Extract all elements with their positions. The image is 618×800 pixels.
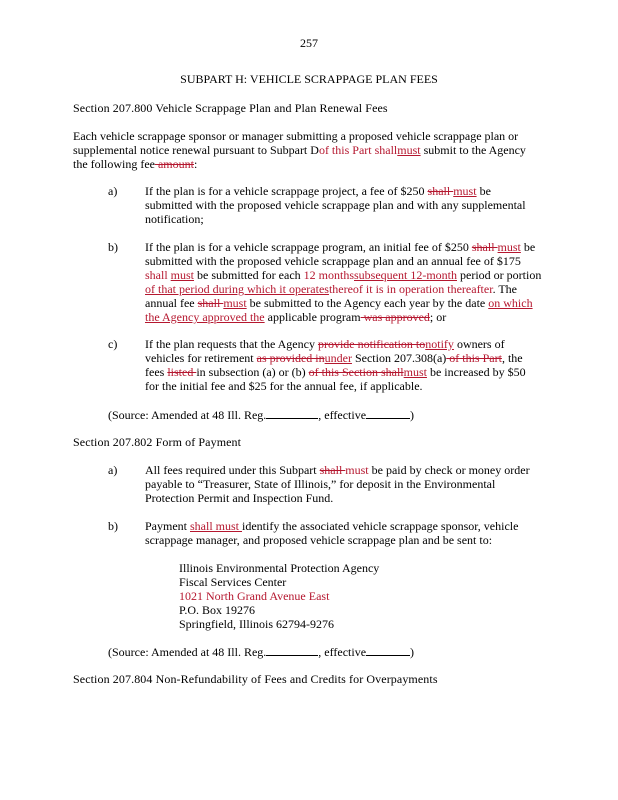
deleted-text: listed <box>167 365 197 379</box>
address-line: Springfield, Illinois 62794-9276 <box>179 617 334 631</box>
deleted-text: shall <box>319 463 346 477</box>
text: be submitted for each <box>194 268 304 282</box>
deleted-text: of this Section shall <box>308 365 404 379</box>
inserted-text: must <box>497 240 521 254</box>
subsection-body <box>145 337 541 393</box>
deleted-text: shall <box>471 240 498 254</box>
line <box>145 240 541 254</box>
source-prefix: (Source: Amended at 48 Ill. Reg. <box>108 645 267 659</box>
text: be <box>520 240 536 254</box>
deleted-text: was approved <box>360 310 430 324</box>
deleted-text: as provided in <box>256 351 325 365</box>
inserted-text: shall <box>145 268 171 282</box>
line <box>145 533 541 547</box>
subsection-label: b) <box>108 519 118 533</box>
line: Protection Permit and Inspection Fund. <box>145 491 334 505</box>
inserted-text: must <box>345 463 369 477</box>
line: payable to “Treasurer, State of Illinois,” for deposit in the Environmental <box>145 477 496 491</box>
deleted-text: provide notification to <box>317 337 426 351</box>
subsection-label: a) <box>108 463 118 477</box>
address-line: Fiscal Services Center <box>179 575 287 589</box>
text: be <box>476 184 491 198</box>
text: period or portion <box>457 268 542 282</box>
intro-line-2 <box>73 143 543 157</box>
line <box>145 337 541 351</box>
inserted-text: thereof it is in operation thereafter <box>328 282 493 296</box>
subsection-label: c) <box>108 337 118 351</box>
inserted-text: subsequent 12-month <box>354 268 457 282</box>
text: If the plan is for a vehicle scrappage project, a fee of $250 <box>145 184 428 198</box>
section-800-intro <box>73 129 543 171</box>
inserted-text: of this Part shall <box>318 143 398 157</box>
section-802-heading: Section 207.802 Form of Payment <box>73 435 242 449</box>
text: and proposed vehicle scrappage plan and be sent to: <box>239 533 493 547</box>
line <box>145 310 541 324</box>
line <box>145 463 541 477</box>
deleted-text: amount <box>154 157 194 171</box>
source-mid: , effective <box>318 408 367 422</box>
inserted-text: shall must <box>190 519 243 533</box>
source-note-802 <box>108 644 414 659</box>
text: identify the associated vehicle scrappage sponsor, vehicle <box>242 519 519 533</box>
address-line: P.O. Box 19276 <box>179 603 256 617</box>
line <box>145 282 541 296</box>
text: owners of <box>453 337 505 351</box>
deleted-text: shall <box>427 184 454 198</box>
line <box>145 268 541 282</box>
inserted-text: 12 months <box>303 268 354 282</box>
page-number: 257 <box>300 36 318 50</box>
line: for the initial fee and $25 for the annual fee, if applicable. <box>145 379 423 393</box>
text: submit to the Agency <box>420 143 526 157</box>
text: scrappage manager, <box>145 533 240 547</box>
source-suffix: ) <box>410 408 415 422</box>
text: If the plan is for a vehicle scrappage program, an initial fee of $250 <box>145 240 472 254</box>
inserted-text: of that period during which it operates <box>145 282 329 296</box>
intro-line-3 <box>73 157 543 171</box>
text: : <box>193 157 198 171</box>
source-prefix: (Source: Amended at 48 Ill. Reg. <box>108 408 267 422</box>
text: Payment <box>145 519 190 533</box>
line <box>145 351 541 365</box>
inserted-text: must <box>453 184 477 198</box>
text: be submitted to the Agency each year by the date <box>246 296 489 310</box>
inserted-text: on which <box>488 296 533 310</box>
text: the following fee <box>73 157 155 171</box>
subsection-body <box>145 240 541 324</box>
deleted-text: of this Part <box>446 351 502 365</box>
text: Section 207.308(a) <box>351 351 447 365</box>
blank-line <box>266 407 318 419</box>
text: , the <box>501 351 523 365</box>
blank-line <box>366 407 410 419</box>
subsection-body <box>145 463 541 505</box>
inserted-text: must <box>170 268 195 282</box>
text: If the plan requests that the Agency <box>145 337 318 351</box>
subsection-label: a) <box>108 184 118 198</box>
text: vehicles for retirement <box>145 351 257 365</box>
source-note-800 <box>108 407 414 422</box>
text: supplemental notice renewal pursuant to Subpart D <box>73 143 319 157</box>
subsection-body <box>145 519 541 547</box>
text: All fees required under this Subpart <box>145 463 320 477</box>
inserted-text: must <box>403 365 427 379</box>
line <box>145 365 541 379</box>
intro-line-1: Each vehicle scrappage sponsor or manager submitting a proposed vehicle scrappage plan or <box>73 129 519 143</box>
line <box>145 296 541 310</box>
section-804-heading: Section 207.804 Non-Refundability of Fees and Credits for Overpayments <box>73 672 438 686</box>
section-800-heading: Section 207.800 Vehicle Scrappage Plan and Plan Renewal Fees <box>73 101 388 115</box>
blank-line <box>366 644 410 656</box>
line: submitted with the proposed vehicle scrappage plan and with any supplemental <box>145 198 526 212</box>
line <box>145 519 541 533</box>
text: be increased by $50 <box>426 365 526 379</box>
text: . The <box>492 282 518 296</box>
text: in subsection (a) or (b) <box>196 365 309 379</box>
address-line: Illinois Environmental Protection Agency <box>179 561 380 575</box>
address-line-inserted: 1021 North Grand Avenue East <box>179 589 330 603</box>
inserted-text: must <box>223 296 247 310</box>
text: applicable program <box>264 310 361 324</box>
subsection-body <box>145 184 541 226</box>
source-suffix: ) <box>410 645 415 659</box>
text: fees <box>145 365 168 379</box>
inserted-text: under <box>324 351 352 365</box>
inserted-text: notify <box>425 337 454 351</box>
text: be paid by check or money order <box>368 463 530 477</box>
inserted-text: must <box>397 143 421 157</box>
deleted-text: shall <box>197 296 224 310</box>
line: notification; <box>145 212 204 226</box>
line <box>145 184 541 198</box>
text: ; or <box>429 310 447 324</box>
text: annual fee <box>145 296 198 310</box>
blank-line <box>266 644 318 656</box>
subpart-title: SUBPART H: VEHICLE SCRAPPAGE PLAN FEES <box>180 72 438 86</box>
source-mid: , effective <box>318 645 367 659</box>
inserted-text: the Agency approved the <box>145 310 265 324</box>
subsection-label: b) <box>108 240 118 254</box>
mailing-address <box>179 561 379 631</box>
line: submitted with the proposed vehicle scrappage plan and an annual fee of $175 <box>145 254 521 268</box>
